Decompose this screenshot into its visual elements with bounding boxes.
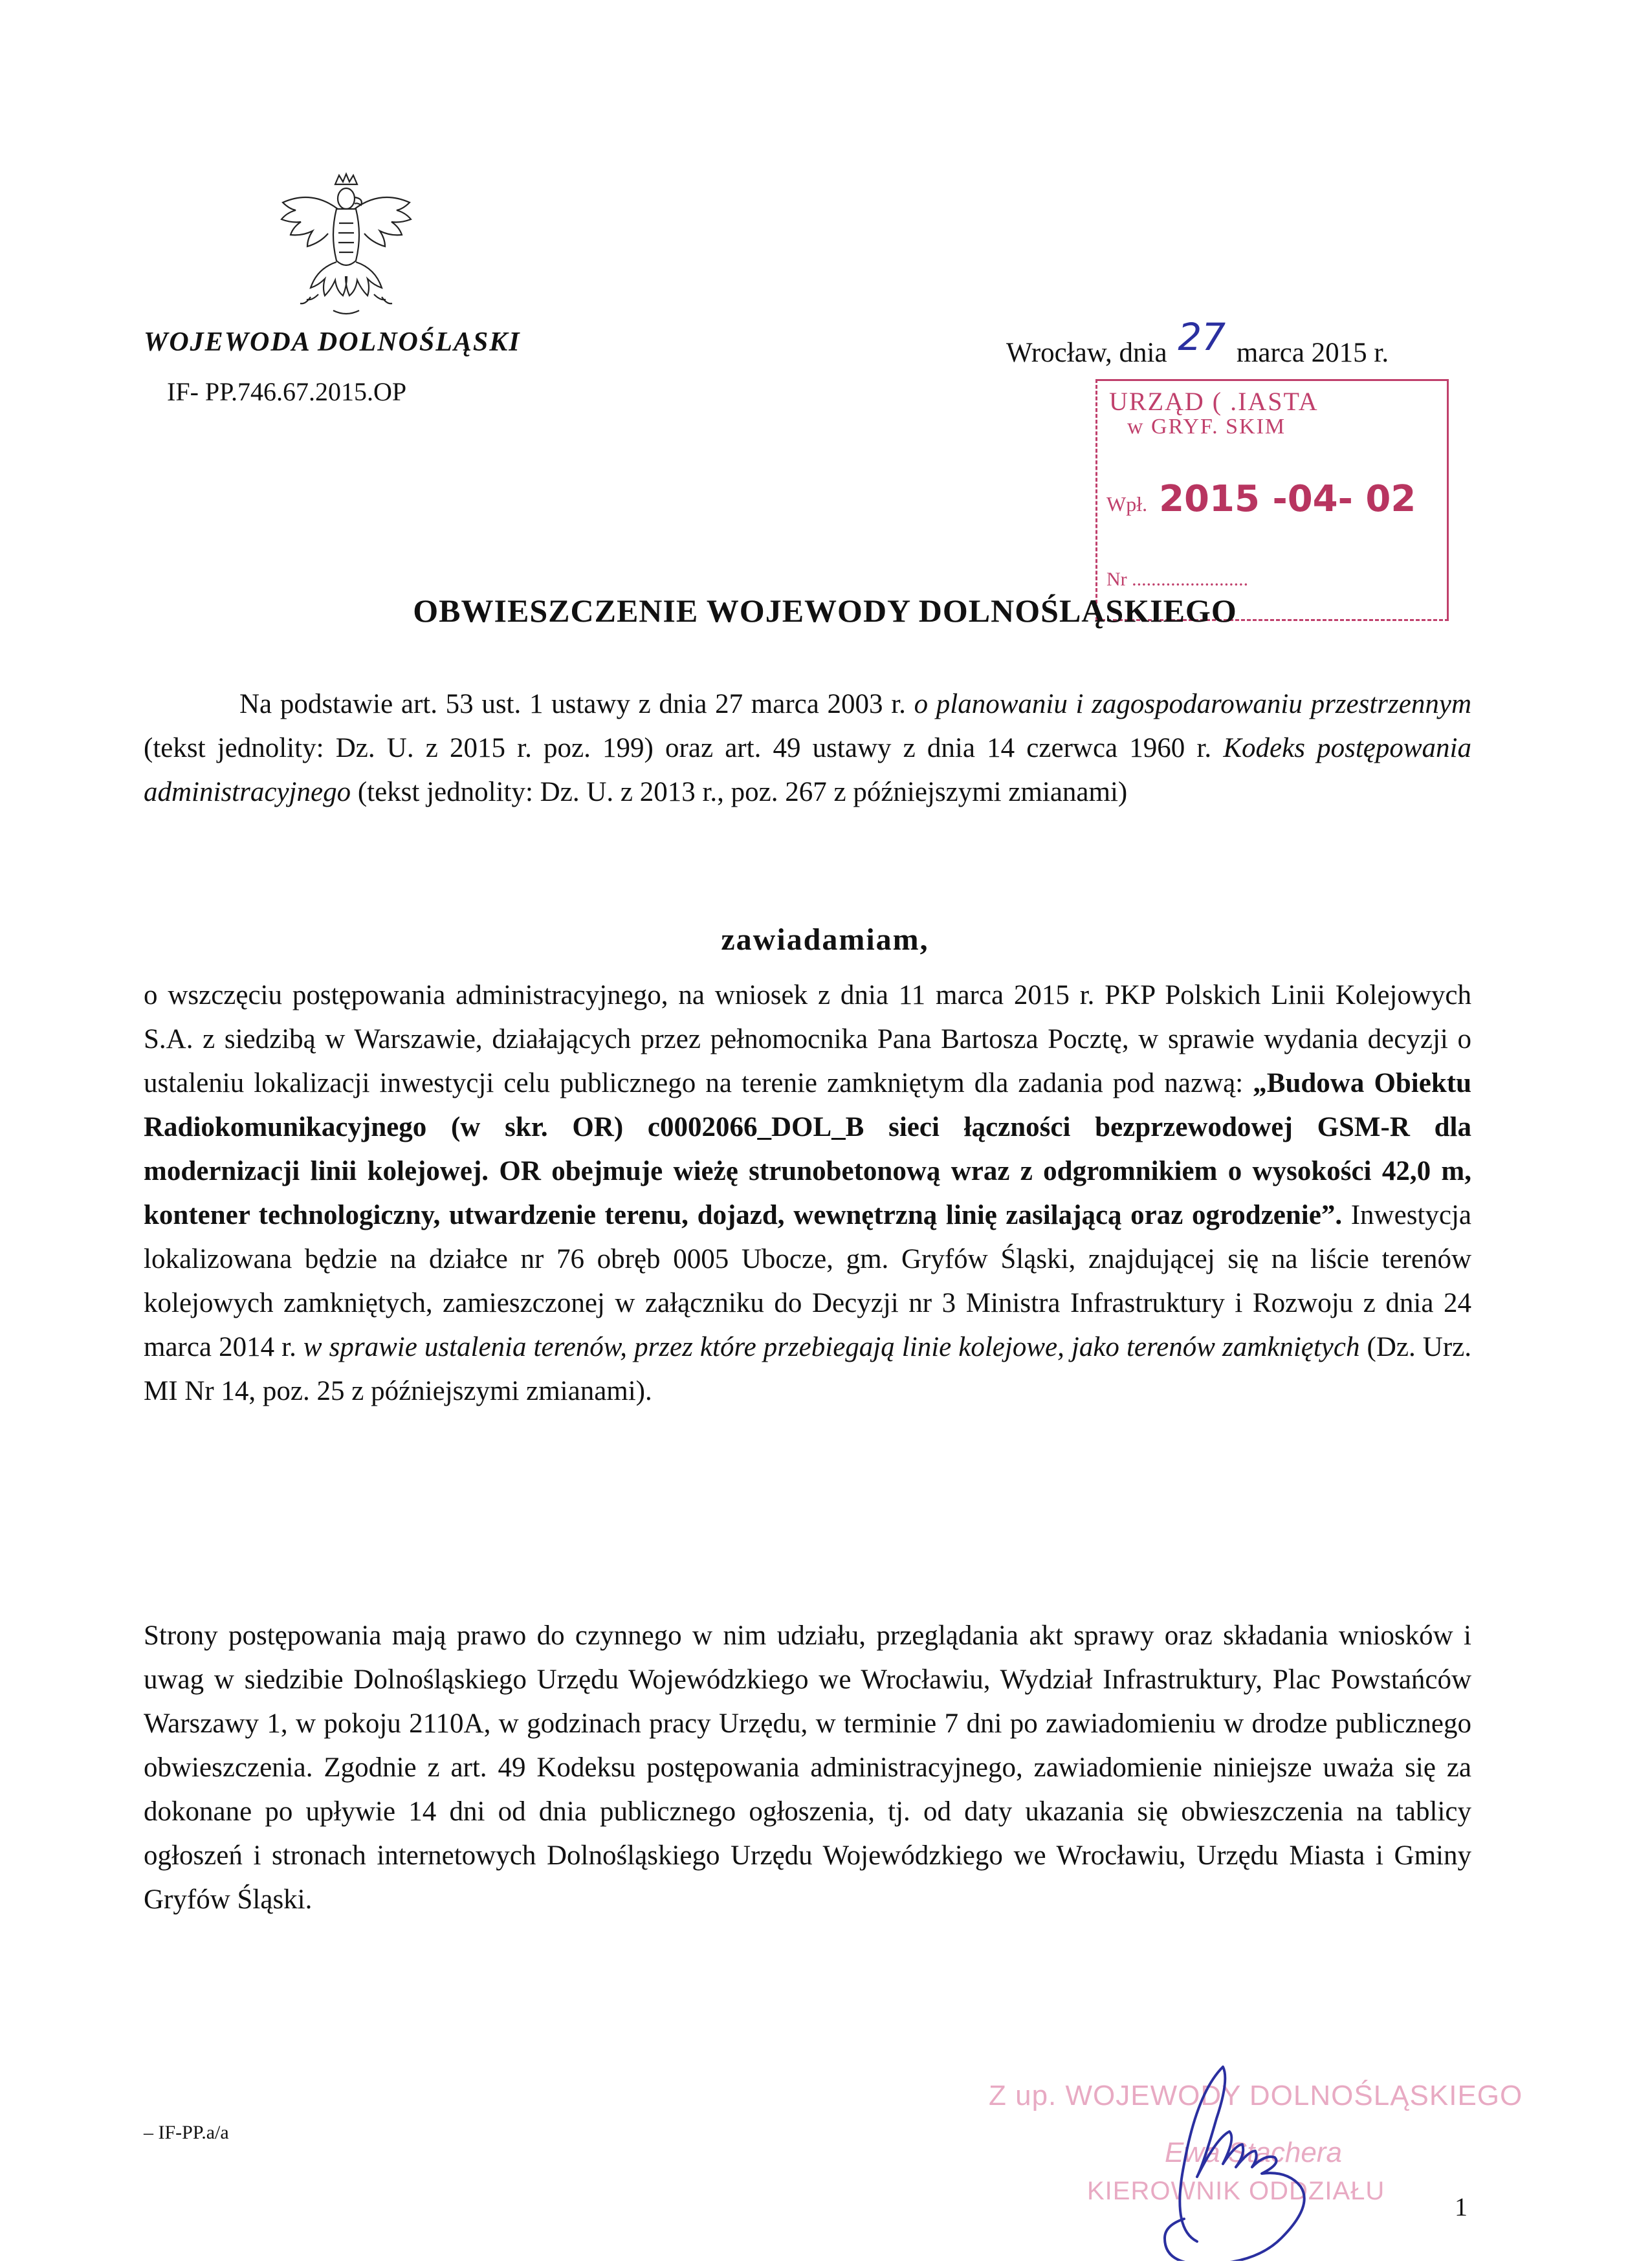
page-number: 1 — [1455, 2192, 1468, 2221]
notice-text-1: o wszczęciu postępowania administracyjnego, na wniosek z dnia 11 marca 2015 r. PKP Polskich Linii Kolejowych S.A. z siedzibą w Warszawie, działających przez pełnomocnika Pana Bartosza Pocztę, w sprawie wydania decyzji o ustaleniu lokalizacji inwestycji celu publicznego na terenie zamkniętym dla zadania pod nazwą: — [144, 980, 1471, 1098]
receipt-stamp — [1095, 379, 1449, 621]
date-suffix: marca 2015 r. — [1236, 338, 1389, 368]
date-line — [1006, 315, 1389, 371]
eagle-emblem-icon — [272, 165, 421, 323]
reference-number: IF- PP.746.67.2015.OP — [167, 377, 407, 406]
notice-text-2: Inwestycja lokalizowana będzie na działce nr 76 obręb 0005 Ubocze, gm. Gryfów Śląski, znajdującej się na liście terenów kolejowych zamkniętych, zamieszczonej w załączniku do Decyzji nr 3 Ministra Infrastruktury i Rozwoju z dnia 24 marca 2014 r. — [144, 1200, 1471, 1362]
legal-basis-paragraph — [144, 682, 1471, 814]
legal-basis-text-2: (tekst jednolity: Dz. U. z 2015 r. poz. 199) oraz art. 49 ustawy z dnia 14 czerwca 1960 r. — [144, 733, 1224, 763]
rights-paragraph: Strony postępowania mają prawo do czynnego w nim udziału, przeglądania akt sprawy oraz składania wniosków i uwag w siedzibie Dolnośląskiego Urzędu Wojewódzkiego we Wrocławiu, Wydział Infrastruktury, Plac Powstańców Warszawy 1, w pokoju 2110A, w godzinach pracy Urzędu, w terminie 7 dni po zawiadomieniu w drodze publicznego obwieszczenia. Zgodnie z art. 49 Kodeksu postępowania administracyjnego, zawiadomienie niniejsze uważa się za dokonane po upływie 14 dni od dnia publicznego ogłoszenia, tj. od daty ukazania się obwieszczenia na tablicy ogłoszeń i stronach internetowych Dolnośląskiego Urzędu Wojewódzkiego we Wrocławiu, Urzędu Miasta i Gminy Gryfów Śląski. — [144, 1620, 1471, 1915]
stamp-received — [1106, 478, 1416, 520]
notice-paragraph — [144, 974, 1471, 1413]
date-day-handwritten: 27 — [1178, 315, 1226, 359]
legal-basis-act-2: Kodeks postępowania administracyjnego — [144, 733, 1471, 807]
notice-text-3: (Dz. Urz. MI Nr 14, poz. 25 z późniejszymi zmianami). — [144, 1332, 1471, 1406]
footer-reference: – IF-PP.a/a — [144, 2122, 229, 2143]
stamp-line-1: URZĄD ( .IASTA — [1109, 387, 1319, 416]
notice-decision-title: w sprawie ustalenia terenów, przez które przebiegają linie kolejowe, jako terenów zamkniętych — [303, 1332, 1360, 1362]
signature-stamp-position: KIEROWNIK ODDZIAŁU — [1087, 2177, 1385, 2205]
issuer-name: WOJEWODA DOLNOŚLĄSKI — [144, 327, 521, 357]
legal-basis-act-1: o planowaniu i zagospodarowaniu przestrzennym — [914, 689, 1471, 719]
stamp-number: Nr ........................ — [1106, 569, 1249, 590]
document-title: OBWIESZCZENIE WOJEWODY DOLNOŚLĄSKIEGO — [413, 593, 1237, 629]
notice-project-name: „Budowa Obiektu Radiokomunikacyjnego (w skr. OR) c0002066_DOL_B sieci łączności bezprzewodowej GSM-R dla modernizacji linii kolejowej. OR obejmuje wieżę strunobetonową wraz z odgromnikiem o wysokości 42,0 m, kontener technologiczny, utwardzenie terenu, dojazd, wewnętrzną linię zasilającą oraz ogrodzenie”. — [144, 1068, 1471, 1230]
stamp-received-label: Wpł. — [1106, 492, 1148, 516]
stamp-line-2: w GRYF. SKIM — [1127, 415, 1286, 439]
signature-stamp-name: Ewa Stachera — [1165, 2137, 1342, 2168]
notify-heading: zawiadamiam, — [721, 922, 929, 957]
date-prefix: Wrocław, dnia — [1006, 338, 1167, 368]
legal-basis-text-1: Na podstawie art. 53 ust. 1 ustawy z dnia 27 marca 2003 r. — [239, 689, 914, 719]
legal-basis-text-3: (tekst jednolity: Dz. U. z 2013 r., poz. 267 z późniejszymi zmianami) — [351, 777, 1128, 807]
stamp-received-date: 2015 -04- 02 — [1159, 478, 1416, 520]
signature-stamp-line-1: Z up. WOJEWODY DOLNOŚLĄSKIEGO — [989, 2080, 1523, 2111]
handwritten-signature-icon — [1061, 2054, 1398, 2261]
signature-block — [971, 2080, 1523, 2235]
